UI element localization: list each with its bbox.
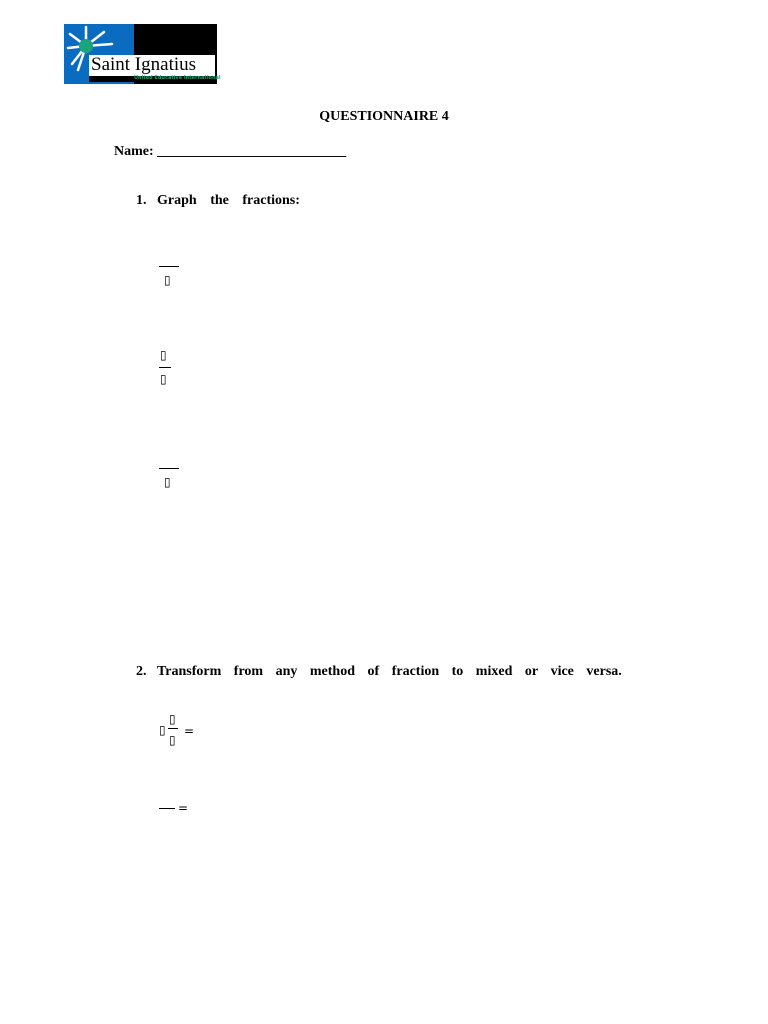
fraction-bar xyxy=(168,728,178,729)
equals-sign: = xyxy=(178,801,189,815)
denominator: ▯ xyxy=(160,372,167,386)
logo-subtitle: United Educative International xyxy=(134,75,221,81)
question-number: 1. xyxy=(136,193,147,208)
question-word: to xyxy=(451,664,464,679)
numerator: ▯ xyxy=(160,348,167,362)
school-logo xyxy=(64,24,221,84)
question-word: versa. xyxy=(586,664,622,679)
question-word: fraction xyxy=(391,664,440,679)
question-word: of xyxy=(367,664,380,679)
question-word: method xyxy=(309,664,356,679)
fraction-bar xyxy=(159,808,175,809)
name-label: Name: xyxy=(114,144,154,159)
denominator: ▯ xyxy=(169,733,176,747)
logo-text: Saint Ignatius xyxy=(91,54,197,75)
denominator: ▯ xyxy=(164,475,171,489)
equals-sign: = xyxy=(184,724,195,738)
question-word: vice xyxy=(550,664,574,679)
fraction-bar xyxy=(159,266,179,267)
whole-number: ▯ xyxy=(159,723,166,737)
question-word: from xyxy=(233,664,264,679)
fraction-item xyxy=(158,250,188,290)
name-blank: ___________________________ xyxy=(157,144,347,159)
question-2 xyxy=(136,664,622,680)
question-word: any xyxy=(275,664,298,679)
question-word: Transform xyxy=(157,664,222,679)
name-row xyxy=(114,144,346,160)
fraction-bar xyxy=(159,367,171,368)
page-title: QUESTIONNAIRE 4 xyxy=(319,109,449,124)
question-word: or xyxy=(524,664,539,679)
fraction-bar xyxy=(159,468,179,469)
numerator: ▯ xyxy=(169,712,176,726)
question-word: mixed xyxy=(475,664,513,679)
fraction-item xyxy=(158,452,188,492)
mixed-number-item xyxy=(158,710,208,750)
question-word: the xyxy=(210,193,229,208)
fraction-item xyxy=(158,345,188,389)
question-word: fractions: xyxy=(242,193,300,208)
fraction-item xyxy=(158,796,198,820)
denominator: ▯ xyxy=(164,273,171,287)
question-1 xyxy=(136,193,300,209)
question-number: 2. xyxy=(136,664,147,679)
question-word: Graph xyxy=(157,193,197,208)
